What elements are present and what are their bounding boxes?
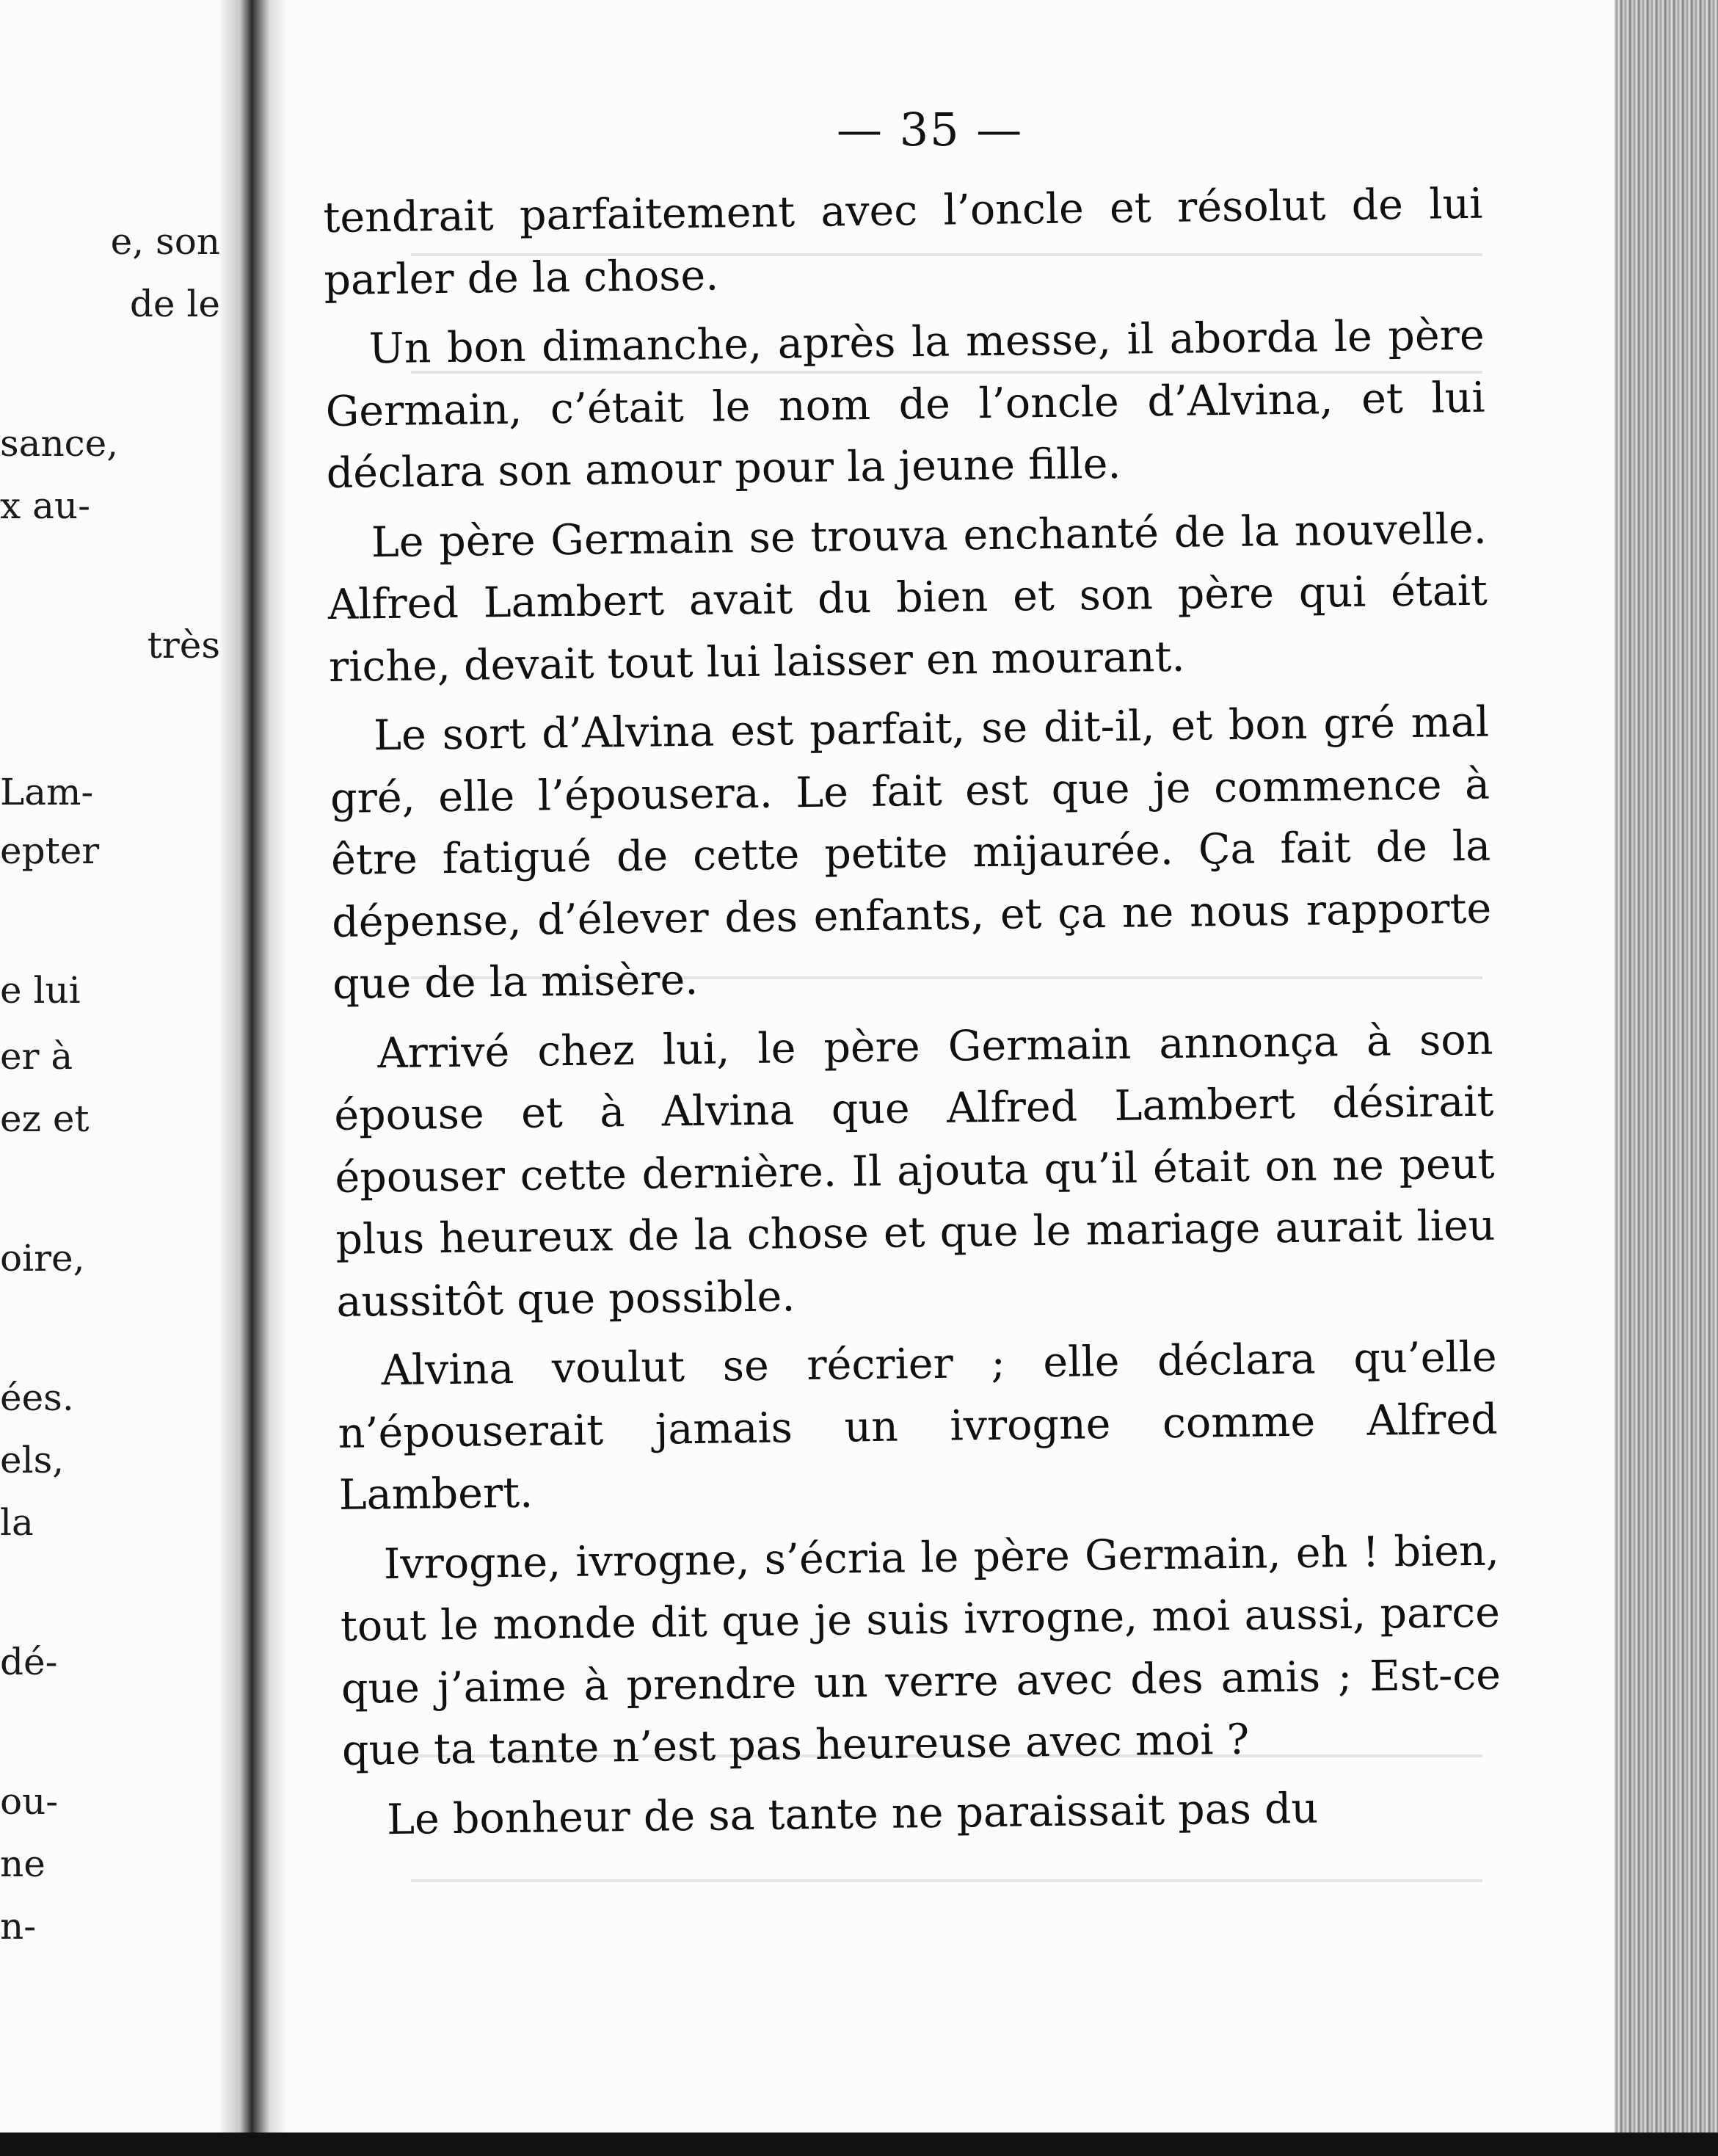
paragraph: Alvina voulut se récrier ; elle déclara qu’elle n’épouserait jamais un ivrogne comme Alfred Lambert.	[338, 1332, 1499, 1520]
left-fragment: er à	[0, 1035, 73, 1078]
paragraph: Un bon dimanche, après la messe, il aborda le père Germain, c’était le nom de l’oncle d’Alvina, et lui déclara son amour pour la jeune fille.	[325, 311, 1486, 498]
paragraph: Le bonheur de sa tante ne paraissait pas du	[386, 1784, 1319, 1844]
left-fragment: ou-	[0, 1780, 59, 1823]
left-fragment: la	[0, 1501, 34, 1544]
page-number: — 35 —	[837, 103, 1024, 156]
book-gutter	[220, 0, 286, 2156]
left-fragment: très	[147, 624, 220, 667]
left-fragment: de le	[129, 283, 220, 325]
scan-border	[0, 2133, 1718, 2156]
left-fragment: ez et	[0, 1097, 90, 1140]
left-fragment: els,	[0, 1439, 65, 1481]
bleed-through-line	[411, 1879, 1482, 1882]
paragraph: Le père Germain se trouva enchanté de la nouvelle. Alfred Lambert avait du bien et son père qui était riche, devait tout lui laisser en mourant.	[327, 504, 1488, 692]
paragraph: tendrait parfaitement avec l’oncle et résolut de lui parler de la chose.	[323, 179, 1483, 305]
left-fragment: x au-	[0, 484, 90, 527]
left-fragment: e lui	[0, 969, 81, 1012]
body-text	[323, 173, 1503, 1859]
left-fragment: oire,	[0, 1237, 85, 1280]
paragraph: Arrivé chez lui, le père Germain annonça à son épouse et à Alvina que Alfred Lambert désirait épouser cette dernière. Il ajouta qu’il était on ne peut plus heureux de la chose et que le mariage aurait lieu aussitôt que possible.	[334, 1015, 1496, 1326]
left-fragment: ne	[0, 1843, 46, 1885]
left-fragment: epter	[0, 830, 100, 872]
left-fragment: n-	[0, 1905, 37, 1948]
left-fragment: e, son	[110, 220, 220, 263]
paragraph: Le sort d’Alvina est parfait, se dit-il, et bon gré mal gré, elle l’épousera. Le fait est que je commence à être fatigué de cette petite mijaurée. Ça fait de la dépense, d’élever des enfants, et ça ne nous rapporte que de la misère.	[330, 697, 1492, 1009]
paragraph: Ivrogne, ivrogne, s’écria le père Germain, eh ! bien, tout le monde dit que je suis ivrogne, moi aussi, parce que j’aime à prendre un verre avec des amis ; Est-ce que ta tante n’est pas heureuse avec moi ?	[340, 1526, 1502, 1775]
left-fragment: Lam-	[0, 771, 94, 813]
page-edges	[1615, 0, 1718, 2156]
left-fragment: dé-	[0, 1641, 58, 1683]
left-fragment: sance,	[0, 422, 119, 465]
left-page	[0, 0, 242, 2156]
left-fragment: ées.	[0, 1376, 74, 1419]
